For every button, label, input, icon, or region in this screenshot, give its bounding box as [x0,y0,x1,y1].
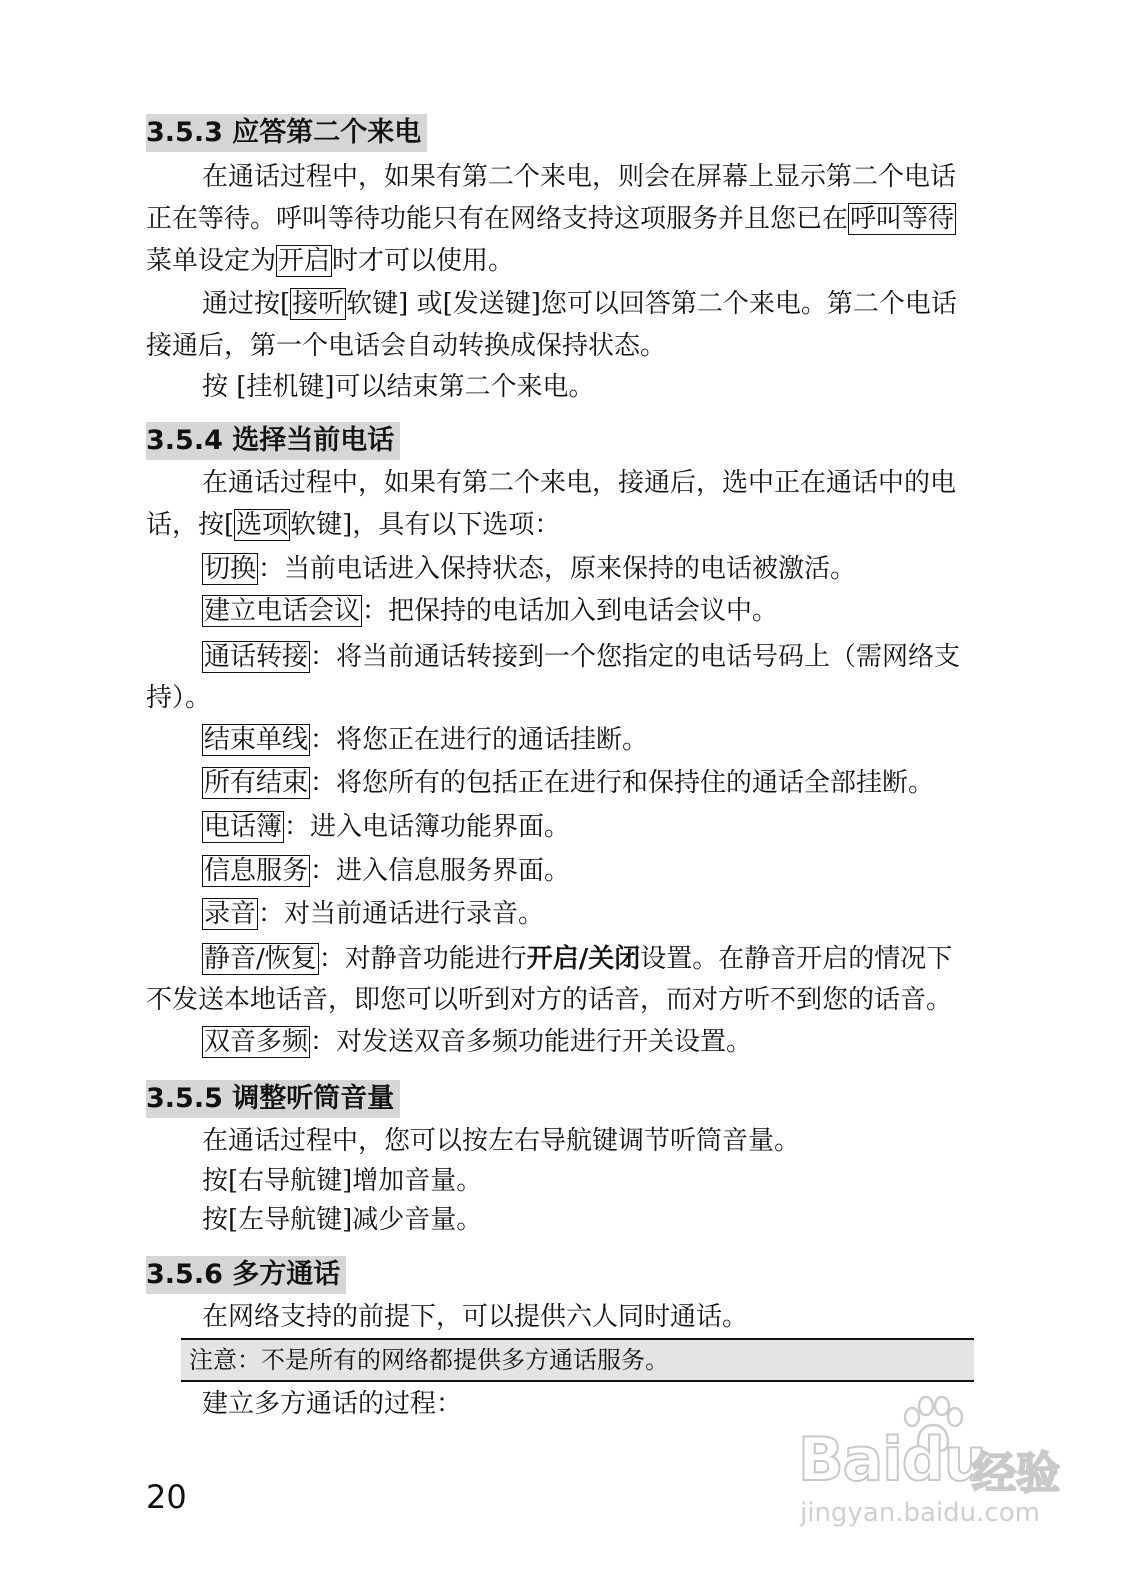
option-desc: ：对静音功能进行 [318,944,527,974]
paragraph-line [146,198,1016,240]
paragraph-text: 软键] 或[发送键]您可以回答第二个来电。第二个电话 [346,289,957,319]
option-term: 双音多频 [204,1027,309,1057]
paragraph-text: 通过按[ [202,289,291,319]
note-box: 注意：不是所有的网络都提供多方通话服务。 [181,1338,974,1382]
paragraph-line [146,504,1016,546]
option-term: 建立电话会议 [204,596,361,626]
option-item-switch [202,548,1016,590]
paragraph-line: 建立多方通话的过程： [202,1389,463,1419]
option-item-mute [202,938,1016,980]
paragraph-line: 在通话过程中，您可以按左右导航键调节听筒音量。 [202,1126,801,1156]
option-item-end-all [202,762,1016,804]
option-term: 录音 [204,899,257,929]
option-item-conference [202,590,1016,632]
menu-term-answer: 接听 [292,289,345,319]
baidu-watermark [780,1395,1080,1535]
paragraph-line: 在网络支持的前提下，可以提供六人同时通话。 [202,1302,749,1332]
option-desc: ：将您正在进行的通话挂断。 [310,725,649,755]
option-desc: ：当前电话进入保持状态，原来保持的电话被激活。 [258,554,857,584]
paragraph-text: 话，按[ [146,510,235,540]
paragraph-line: 按 [挂机键]可以结束第二个来电。 [202,372,595,402]
option-desc: ：将当前通话转接到一个您指定的电话号码上（需网络支 [310,642,961,672]
option-item-record [202,893,1016,935]
watermark-url: jingyan.baidu.com [800,1498,1040,1528]
option-desc: ：对发送双音多频功能进行开关设置。 [310,1027,753,1057]
option-desc: ：把保持的电话加入到电话会议中。 [362,596,779,626]
paragraph-line: 在通话过程中，如果有第二个来电，则会在屏幕上显示第二个电话 [202,162,957,192]
option-bold-term: 开启/关闭 [526,944,641,974]
paragraph-text: 时才可以使用。 [332,246,515,276]
option-term: 信息服务 [204,856,309,886]
watermark-logo: Baidu [798,1425,986,1495]
paragraph-line [202,283,1016,325]
menu-term-call-waiting: 呼叫等待 [850,204,955,234]
paragraph-line: 按[左导航键]减少音量。 [202,1205,483,1235]
menu-term-options: 选项 [236,510,289,540]
option-desc: ：将您所有的包括正在进行和保持住的通话全部挂断。 [310,768,935,798]
watermark-suffix: 经验 [972,1448,1060,1499]
option-desc: ：进入信息服务界面。 [310,856,571,886]
section-heading-3-5-3: 3.5.3 应答第二个来电 [146,114,427,152]
paragraph-line: 接通后，第一个电话会自动转换成保持状态。 [146,331,667,361]
section-heading-3-5-6: 3.5.6 多方通话 [146,1256,346,1294]
option-item-phonebook [202,806,1016,848]
option-item-end-single [202,719,1016,761]
paragraph-line: 按[右导航键]增加音量。 [202,1166,483,1196]
option-term: 切换 [204,554,257,584]
option-term: 所有结束 [204,768,309,798]
page-number: 20 [146,1478,187,1516]
paragraph-text: 正在等待。呼叫等待功能只有在网络支持这项服务并且您已在 [146,204,849,234]
option-term: 静音/恢复 [204,944,317,974]
section-heading-3-5-4: 3.5.4 选择当前电话 [146,422,400,460]
option-term: 结束单线 [204,725,309,755]
option-desc: 设置。在静音开启的情况下 [640,944,953,974]
paragraph-line: 在通话过程中，如果有第二个来电，接通后，选中正在通话中的电 [202,468,957,498]
option-term: 通话转接 [204,642,309,672]
option-continuation: 不发送本地话音，即您可以听到对方的话音，而对方听不到您的话音。 [146,985,953,1015]
option-item-dtmf [202,1021,1016,1063]
option-item-transfer [202,636,1016,678]
option-term: 电话簿 [204,812,283,842]
section-heading-3-5-5: 3.5.5 调整听筒音量 [146,1080,400,1118]
paragraph-text: 菜单设定为 [146,246,277,276]
option-desc: ：进入电话簿功能界面。 [284,812,571,842]
option-item-messaging [202,850,1016,892]
option-desc: ：对当前通话进行录音。 [258,899,545,929]
paragraph-text: 软键]，具有以下选项： [290,510,561,540]
menu-term-on: 开启 [278,246,331,276]
option-continuation: 持）。 [146,683,212,713]
paragraph-line [146,240,1016,282]
